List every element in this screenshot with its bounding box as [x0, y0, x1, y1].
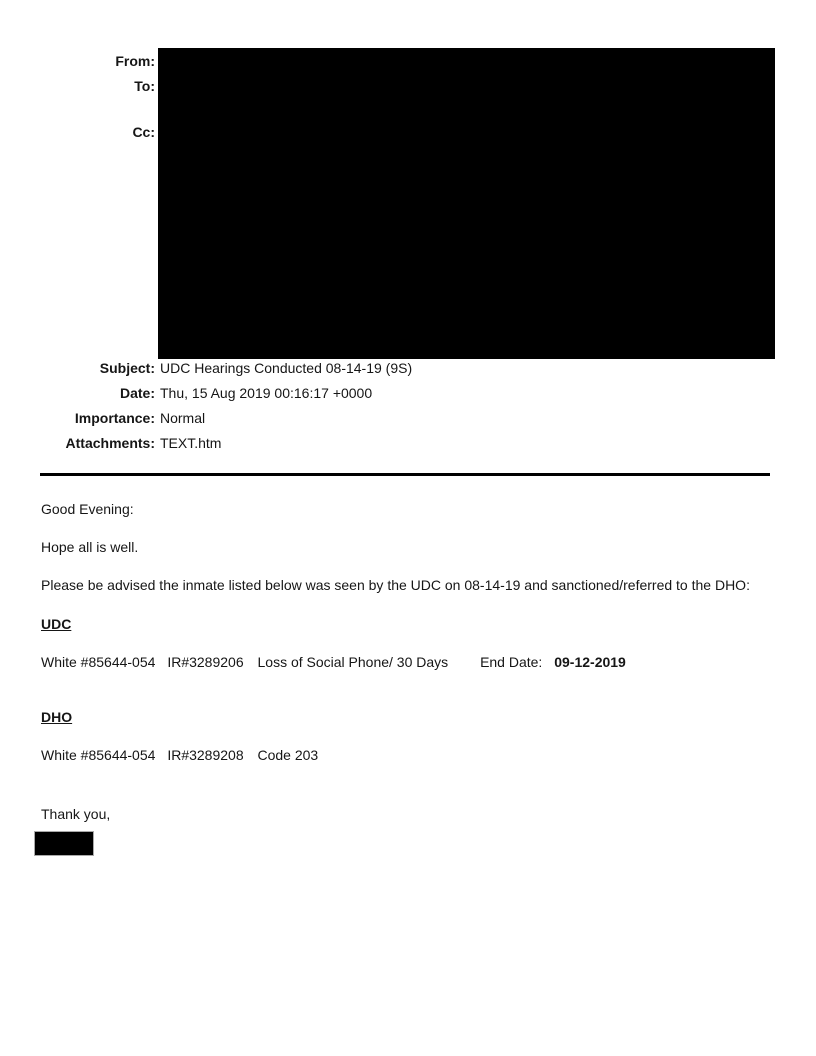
end-date-value: 09-12-2019: [554, 654, 626, 670]
opening-text: Hope all is well.: [41, 539, 139, 555]
dho-inmate-name: White #85644-054: [41, 747, 156, 763]
header-row-importance: [0, 409, 205, 428]
dho-section-heading: DHO: [41, 709, 73, 725]
advisory-text: Please be advised the inmate listed below was seen by the UDC on 08-14-19 and sanctioned/referred to the DHO:: [41, 577, 750, 593]
header-row-from: [0, 52, 155, 71]
udc-ir-number: IR#3289206: [167, 654, 244, 670]
email-body: [41, 499, 776, 856]
closing-text: Thank you,: [41, 806, 111, 822]
dho-ir-number: IR#3289208: [167, 747, 244, 763]
header-row-attachments: [0, 434, 221, 453]
greeting-text: Good Evening:: [41, 501, 134, 517]
header-row-cc: [0, 123, 155, 142]
dho-entry-line: [41, 745, 776, 766]
attachment-file-name: TEXT.htm: [160, 435, 222, 451]
udc-sanction: Loss of Social Phone/ 30 Days: [257, 654, 449, 670]
udc-section-heading: UDC: [41, 616, 72, 632]
attachments-label: Attachments:: [65, 435, 155, 451]
date-value: Thu, 15 Aug 2019 00:16:17 +0000: [160, 385, 373, 401]
udc-inmate-name: White #85644-054: [41, 654, 156, 670]
redaction-box-recipients: [158, 48, 775, 359]
redaction-box-signature: [34, 831, 94, 856]
subject-value: UDC Hearings Conducted 08-14-19 (9S): [160, 360, 413, 376]
header-row-to: [0, 77, 155, 96]
from-label: From:: [115, 53, 155, 69]
cc-label: Cc:: [132, 124, 155, 140]
header-row-subject: [0, 359, 412, 378]
subject-label: Subject:: [99, 360, 155, 376]
end-date-label: End Date:: [480, 654, 543, 670]
dho-code: Code 203: [257, 747, 319, 763]
udc-entry-line: [41, 652, 776, 673]
importance-label: Importance:: [74, 410, 155, 426]
header-body-divider: [40, 473, 770, 476]
importance-value: Normal: [160, 410, 206, 426]
header-row-date: [0, 384, 372, 403]
date-label: Date:: [119, 385, 155, 401]
to-label: To:: [134, 78, 155, 94]
